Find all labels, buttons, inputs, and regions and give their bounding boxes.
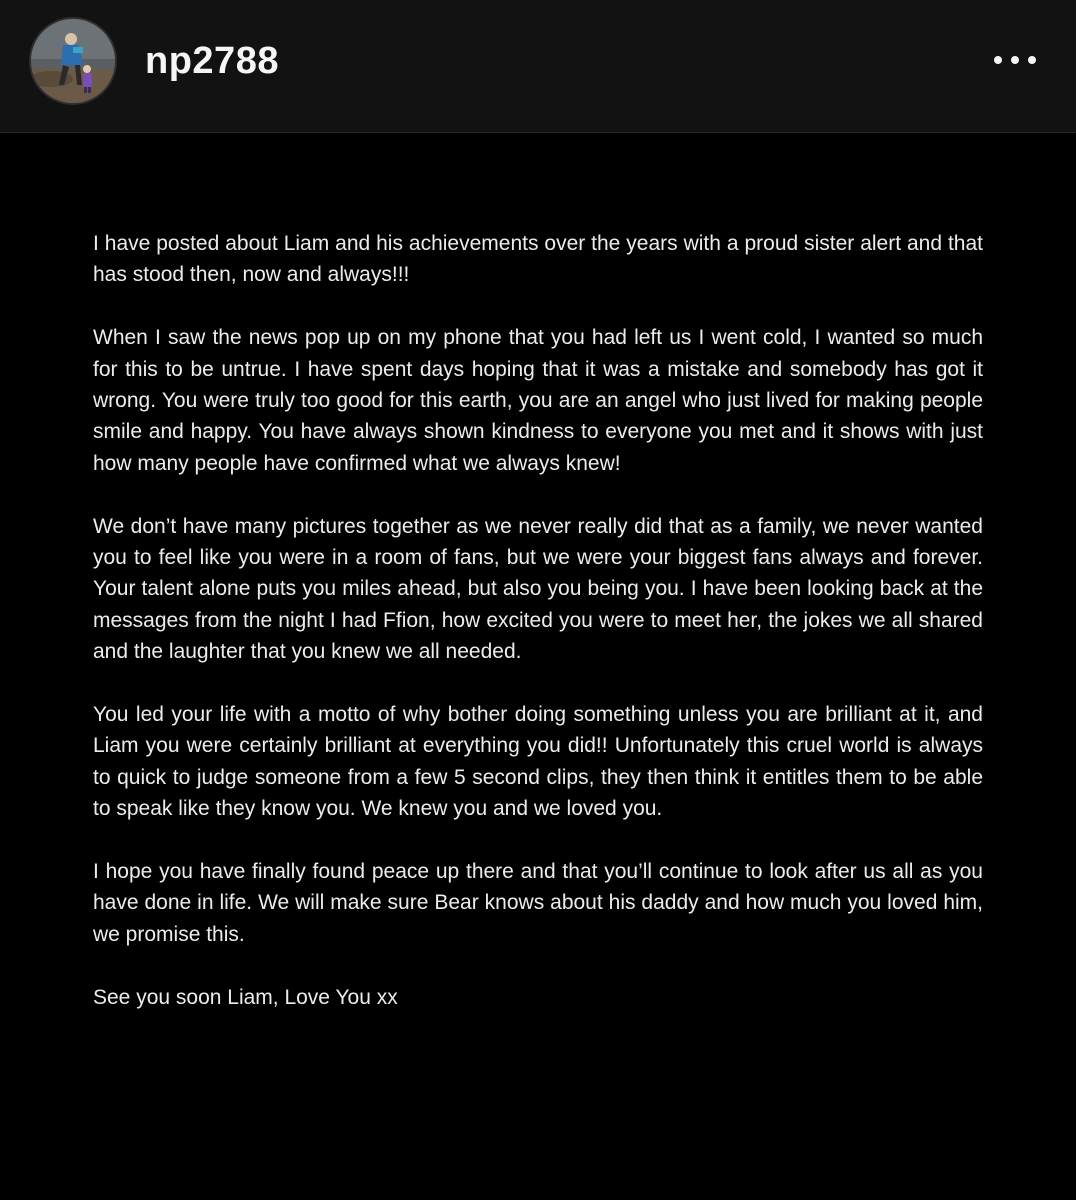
username[interactable]: np2788: [145, 40, 279, 82]
paragraph: I hope you have finally found peace up there and that you’ll continue to look after us all as you have done in life. We will make sure Bear knows about his daddy and how much you loved him, we promise this.: [93, 860, 983, 946]
paragraph: When I saw the news pop up on my phone that you had left us I went cold, I wanted so much for this to be untrue. I have spent days hoping that it was a mistake and somebody has got it wrong. You were truly too good for this earth, you are an angel who just lived for making people smile and happy. You have always shown kindness to everyone you met and it shows with just how many people have confirmed what we always knew!: [93, 326, 983, 475]
post-text: [93, 228, 983, 1013]
post-image: [0, 134, 1076, 1200]
more-horizontal-icon: [985, 42, 1045, 78]
profile-photo-icon: [31, 19, 115, 103]
avatar[interactable]: [29, 17, 117, 105]
paragraph: You led your life with a motto of why bother doing something unless you are brilliant at it, and Liam you were certainly brilliant at everything you did!! Unfortunately this cruel world is always to quick to judge someone from a few 5 second clips, they then think it entitles them to be able to speak like they know you. We knew you and we loved you.: [93, 703, 983, 821]
paragraph: We don’t have many pictures together as we never really did that as a family, we never wanted you to feel like you were in a room of fans, but we were your biggest fans always and forever. Your talent alone puts you miles ahead, but also you being you. I have been looking back at the messages from the night I had Ffion, how excited you were to meet her, the jokes we all shared and the laughter that you knew we all needed.: [93, 514, 983, 664]
paragraph: I have posted about Liam and his achievements over the years with a proud sister alert and that has stood then, now and always!!!: [93, 232, 983, 287]
post-header: [0, 0, 1076, 133]
paragraph: See you soon Liam, Love You xx: [93, 985, 398, 1009]
more-options-button[interactable]: [985, 42, 1045, 78]
